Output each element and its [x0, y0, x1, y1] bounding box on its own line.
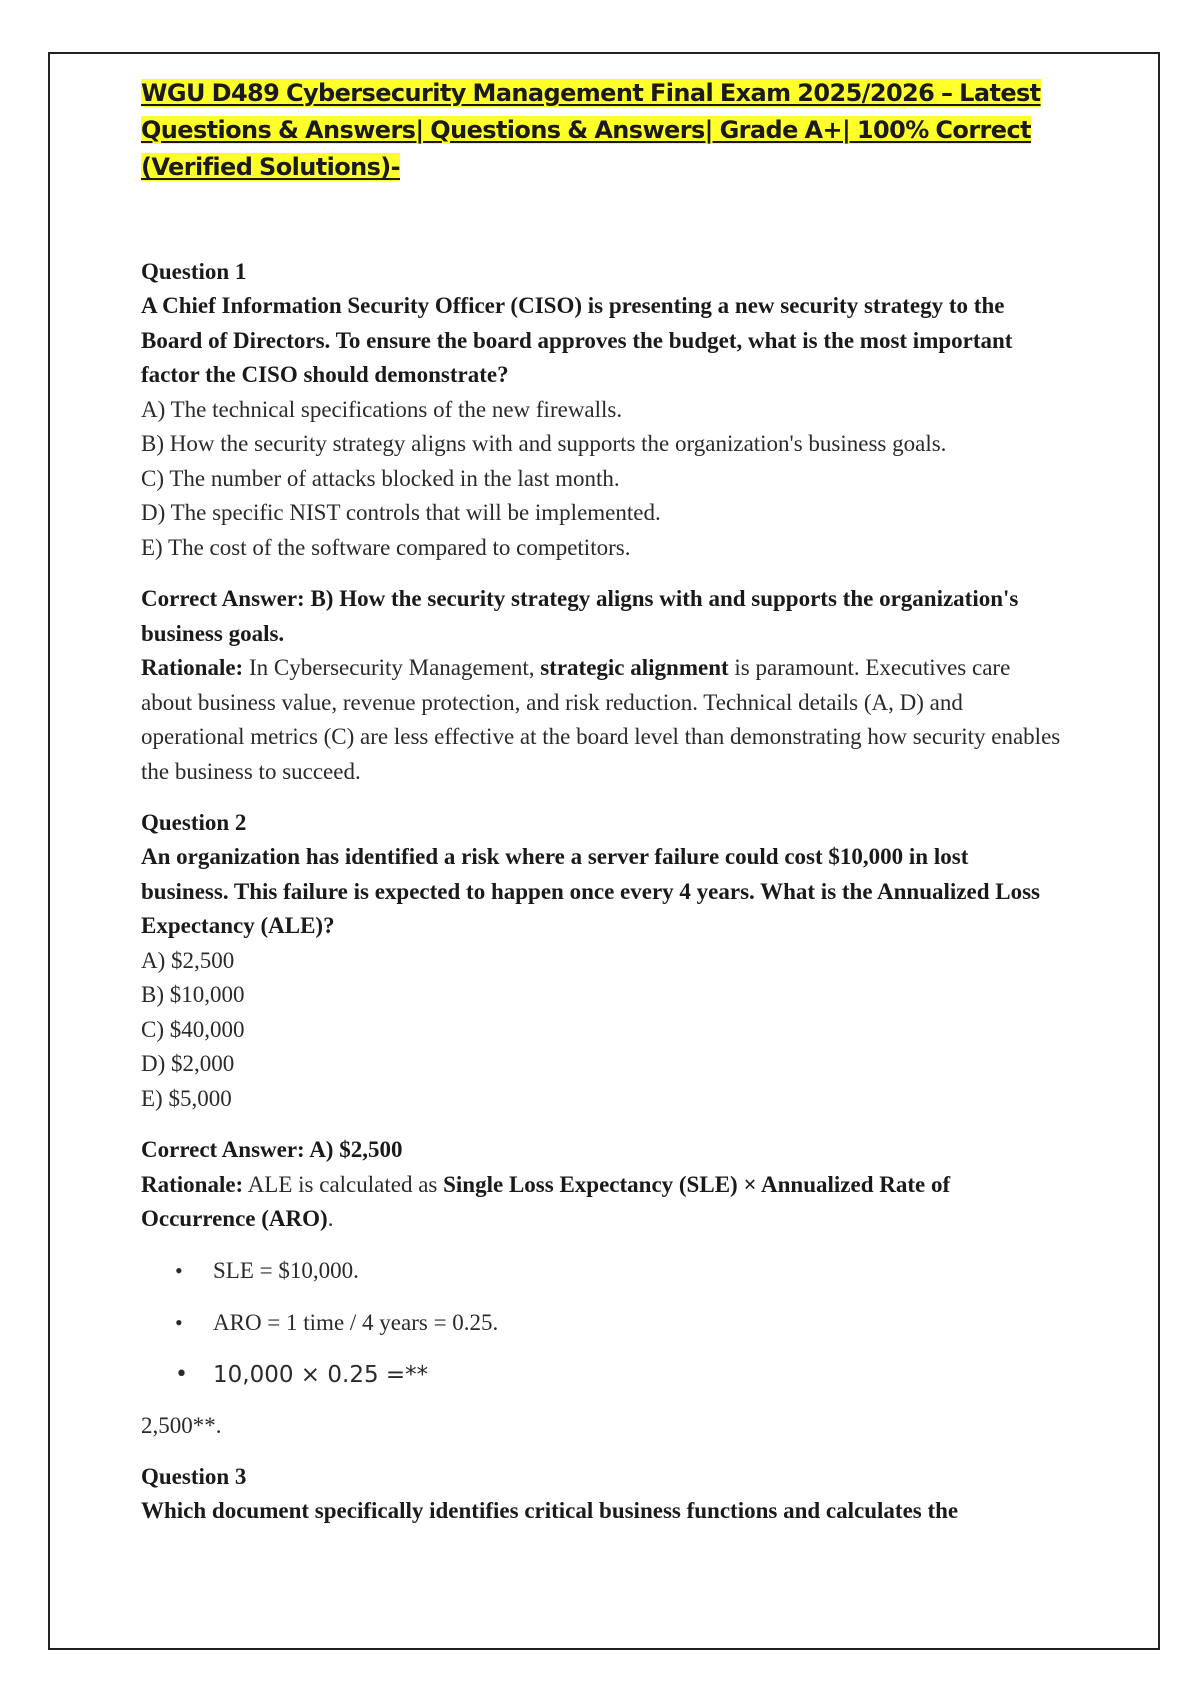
question-heading: Question 3 — [141, 1464, 247, 1489]
rationale — [141, 651, 1061, 789]
question-1 — [141, 255, 1061, 789]
option-e: E) The cost of the software compared to competitors. — [141, 534, 631, 560]
rationale-text: is paramount. Executives care about business value, revenue protection, and risk reduction. Technical details (A, D) and operational metrics (C) are less effective at the board level than demonstrating how security enables the business to succeed. — [141, 655, 1061, 784]
list-item: • SLE = $10,000. — [141, 1245, 1061, 1297]
rationale-text: ALE is calculated as — [243, 1171, 444, 1197]
option-e: E) $5,000 — [141, 1085, 232, 1111]
option-c: C) The number of attacks blocked in the last month. — [141, 465, 620, 491]
correct-answer: Correct Answer: B) How the security strategy aligns with and supports the organization's business goals. — [141, 586, 1019, 646]
option-b: B) How the security strategy aligns with and supports the organization's business goals. — [141, 431, 947, 456]
option-b: B) $10,000 — [141, 982, 245, 1007]
rationale-emphasis: Single Loss Expectancy (SLE) × Annualized Rate of Occurrence (ARO) — [141, 1171, 951, 1231]
question-text: A Chief Information Security Officer (CISO) is presenting a new security strategy to the Board of Directors. To ensure the board approves the budget, what is the most important factor the CISO should demonstrate? — [141, 293, 1013, 387]
rationale-emphasis: strategic alignment — [540, 655, 729, 680]
question-text: An organization has identified a risk where a server failure could cost $10,000 in lost business. This failure is expected to happen once every 4 years. What is the Annualized Loss Expectancy (ALE)? — [141, 844, 1040, 938]
correct-answer: Correct Answer: A) $2,500 — [141, 1137, 403, 1162]
option-a: A) $2,500 — [141, 947, 235, 973]
option-c: C) $40,000 — [141, 1016, 245, 1042]
option-a: A) The technical specifications of the new firewalls. — [141, 396, 623, 422]
question-heading: Question 2 — [141, 810, 247, 835]
rationale — [141, 1168, 1061, 1237]
question-text: Which document specifically identifies critical business functions and calculates the — [141, 1498, 959, 1523]
option-d: D) The specific NIST controls that will be implemented. — [141, 500, 661, 525]
option-d: D) $2,000 — [141, 1051, 235, 1076]
rationale-text: In Cybersecurity Management, — [243, 655, 541, 680]
question-3 — [141, 1460, 1061, 1529]
rationale-label: Rationale: — [141, 655, 244, 680]
list-item: • ARO = 1 time / 4 years = 0.25. — [141, 1297, 1061, 1349]
rationale-label: Rationale: — [141, 1171, 244, 1197]
document-body — [141, 75, 1061, 1529]
trailing-result: 2,500**. — [141, 1412, 222, 1438]
calculation-list — [141, 1245, 1061, 1401]
list-item: • 10,000 × 0.25 =** — [141, 1349, 1061, 1401]
document-title: WGU D489 Cybersecurity Management Final Exam 2025/2026 – Latest Questions & Answers| Questions & Answers| Grade A+| 100% Correct (Verified Solutions)- — [141, 79, 1041, 181]
rationale-text: . — [327, 1206, 334, 1231]
question-2 — [141, 806, 1061, 1443]
question-heading: Question 1 — [141, 259, 247, 284]
